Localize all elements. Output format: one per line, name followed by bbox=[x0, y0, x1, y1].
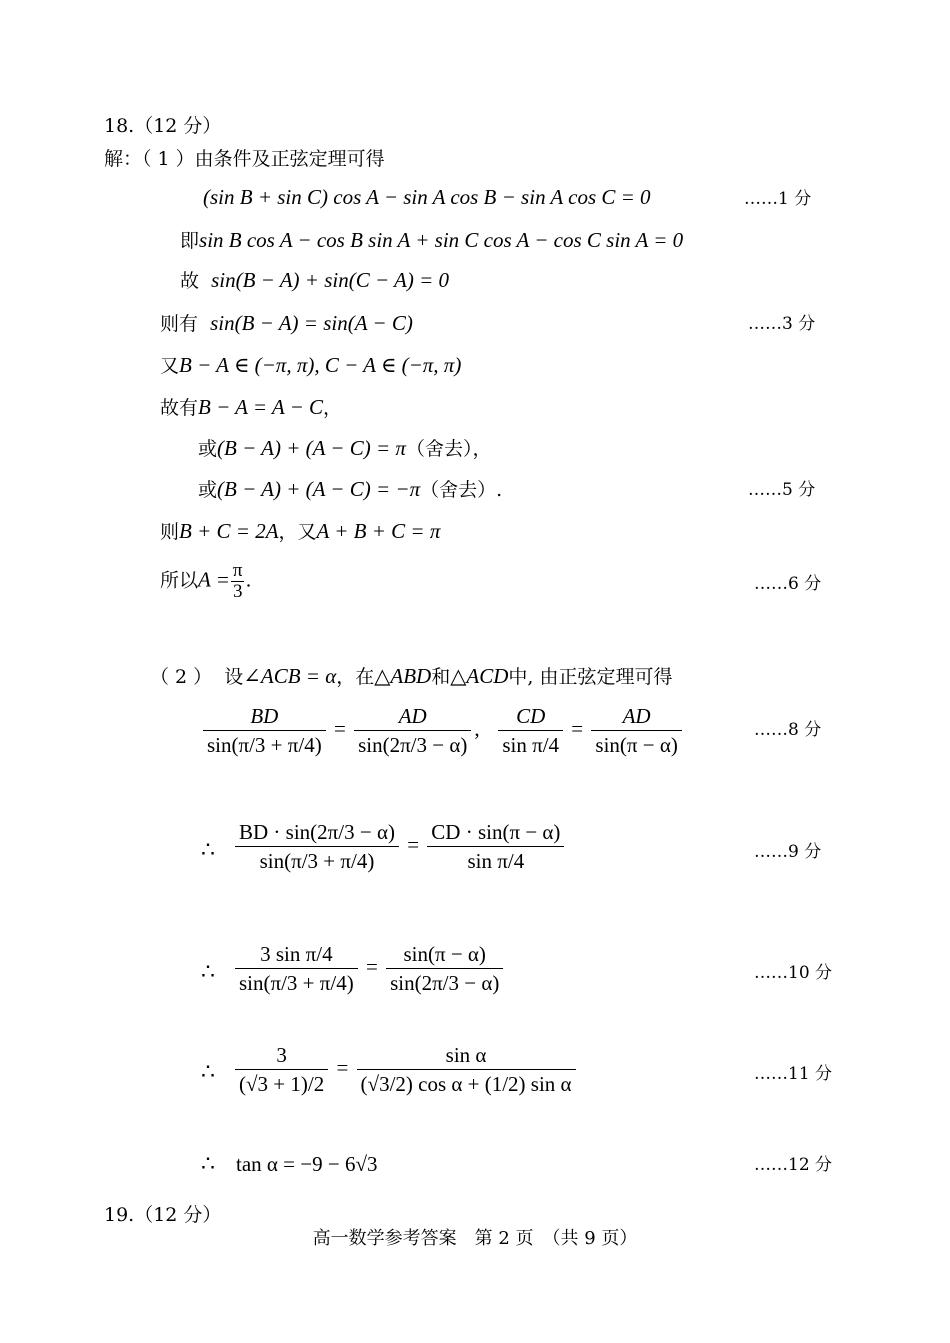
fraction-denominator: (√3 + 1)/2 bbox=[239, 1072, 325, 1096]
fraction-rhs bbox=[357, 1043, 576, 1096]
fraction-denominator: sin(2π/3 − α) bbox=[390, 971, 500, 995]
fraction-cd bbox=[498, 704, 563, 757]
question-header: 18.（12 分） bbox=[104, 115, 222, 137]
equation-5-body: B − A ∈ (−π, π), C − A ∈ (−π, π) bbox=[179, 353, 462, 377]
fraction-numerator: sin α bbox=[357, 1043, 576, 1070]
part-2-intro bbox=[150, 664, 673, 689]
equation-9 bbox=[160, 519, 440, 544]
fraction-denominator: sin(π − α) bbox=[595, 733, 678, 757]
equation-7 bbox=[198, 436, 491, 461]
fraction-numerator: π bbox=[232, 560, 243, 581]
equation-6 bbox=[160, 395, 342, 420]
equation-10-fraction bbox=[231, 561, 245, 602]
equation-1: (sin B + sin C) cos A − sin A cos B − sin A cos C = 0 bbox=[203, 185, 651, 209]
fraction-numerator: sin(π − α) bbox=[386, 942, 503, 969]
fraction-denominator: sin(π/3 + π/4) bbox=[259, 849, 375, 873]
part-2-label: （ 2 ） bbox=[150, 666, 213, 688]
equation-11-proportion: $\frac{3}{(√3 + 1)/2}$ = $\frac{\text{sin α}}{\text{(√3/2) cos α + (1/2) sin α}}$ bbox=[232, 1043, 579, 1096]
equation-8-prefix: 或 bbox=[198, 479, 218, 501]
score-8: ……8 分 bbox=[754, 720, 822, 740]
fraction-lhs bbox=[235, 1043, 328, 1096]
equation-8-body: (B − A) + (A − C) = −π bbox=[217, 477, 421, 501]
fraction-numerator: 3 bbox=[235, 1043, 328, 1070]
part-2-text-1: 设 bbox=[224, 666, 244, 688]
equation-2-prefix: 即 bbox=[180, 230, 200, 252]
equation-8 bbox=[198, 477, 502, 502]
equation-6-prefix: 故有 bbox=[160, 397, 199, 419]
fraction-denominator: 3 bbox=[232, 581, 243, 602]
equation-7-prefix: 或 bbox=[198, 438, 218, 460]
page-footer: 高一数学参考答案 第 2 页 （共 9 页） bbox=[312, 1228, 638, 1249]
part-2-triangle-abd: △ABD bbox=[374, 664, 432, 688]
equation-8-suffix: （舍去）. bbox=[420, 479, 503, 501]
equation-10-suffix: . bbox=[245, 569, 252, 592]
part-2-text-4: 中, 由正弦定理可得 bbox=[508, 666, 673, 688]
score-3: ……3 分 bbox=[748, 314, 816, 334]
equation-10 bbox=[160, 561, 252, 602]
fraction-denominator: sin π/4 bbox=[502, 733, 560, 757]
equation-6-body: B − A = A − C bbox=[198, 395, 324, 419]
score-10: ……10 分 bbox=[754, 963, 833, 983]
solution-intro: 解：（ 1 ）由条件及正弦定理可得 bbox=[104, 148, 385, 170]
equation-3-prefix: 故 bbox=[180, 270, 200, 292]
equation-12-result: tan α = −9 − 6√3 bbox=[236, 1152, 378, 1176]
fraction-denominator: sin π/4 bbox=[467, 849, 525, 873]
equation-9a: B + C = 2A bbox=[179, 519, 279, 543]
score-9: ……9 分 bbox=[754, 842, 822, 862]
equation-10-prefix: 所以 bbox=[160, 569, 199, 592]
part-2-triangle-acd: △ACD bbox=[450, 664, 509, 688]
part-2-text-2: ，在 bbox=[336, 666, 375, 688]
fraction-ad-1 bbox=[354, 704, 471, 757]
score-12: ……12 分 bbox=[754, 1155, 833, 1175]
fraction-denominator: sin(π/3 + π/4) bbox=[239, 971, 354, 995]
fraction-numerator: AD bbox=[591, 704, 681, 731]
equation-7-body: (B − A) + (A − C) = π bbox=[217, 436, 406, 460]
fraction-numerator: BD · sin(2π/3 − α) bbox=[235, 820, 399, 847]
fraction-numerator: BD bbox=[203, 704, 326, 731]
score-6: ……6 分 bbox=[754, 574, 822, 594]
therefore-symbol: ∴ bbox=[201, 1152, 215, 1177]
equation-4 bbox=[160, 311, 413, 336]
equation-5 bbox=[160, 353, 461, 378]
equation-6-suffix: ， bbox=[323, 397, 343, 419]
equation-9-proportion: $\frac{BD \cdot \sin(2\pi/3 - \alpha)}{\sin(\pi/3 + \pi/4)}$ = $\frac{CD \cdot \sin(\pi - \alpha)}{\text{sin π/4}}$ bbox=[232, 820, 567, 873]
equation-2-body: sin B cos A − cos B sin A + sin C cos A − cos C sin A = 0 bbox=[199, 228, 684, 252]
equation-9-mid: ，又 bbox=[278, 521, 317, 543]
equation-4-body: sin(B − A) = sin(A − C) bbox=[210, 311, 413, 335]
score-11: ……11 分 bbox=[754, 1064, 833, 1084]
fraction-lhs bbox=[235, 942, 358, 995]
score-1: ……1 分 bbox=[744, 189, 812, 209]
equation-9b: A + B + C = π bbox=[316, 519, 441, 543]
part-2-text-3: 和 bbox=[431, 666, 451, 688]
equation-10-proportion: $\frac{\text{3 sin π/4}}{\sin(\pi/3 + \pi/4)}$ = $\frac{\sin(\pi - \alpha)}{\sin(2\pi/3 - \alpha)}$ bbox=[232, 942, 506, 995]
fraction-numerator: 3 sin π/4 bbox=[235, 942, 358, 969]
fraction-ad-2 bbox=[591, 704, 681, 757]
equation-9-prefix: 则 bbox=[160, 521, 180, 543]
fraction-bd bbox=[203, 704, 326, 757]
fraction-denominator: sin(2π/3 − α) bbox=[358, 733, 468, 757]
equation-2 bbox=[180, 228, 683, 253]
fraction-denominator: (√3/2) cos α + (1/2) sin α bbox=[360, 1072, 572, 1096]
equation-sine-law: $\frac{BD}{\sin(\pi/3 + \pi/4)}$ = $\frac{AD}{\sin(2\pi/3 - \alpha)}$ , $\frac{CD}{\text{sin π/4}}$ = $\frac{AD}{\sin(\pi - \alpha)}$ bbox=[200, 704, 685, 757]
fraction-numerator: CD bbox=[498, 704, 563, 731]
fraction-numerator: CD · sin(π − α) bbox=[427, 820, 564, 847]
equation-7-suffix: （舍去）， bbox=[405, 438, 492, 460]
equation-3 bbox=[180, 268, 449, 293]
question-19-header: 19.（12 分） bbox=[104, 1204, 222, 1226]
therefore-symbol: ∴ bbox=[201, 838, 215, 863]
equation-10-lhs: A = bbox=[198, 567, 230, 592]
part-2-angle: ∠ACB = α bbox=[243, 664, 337, 688]
equation-4-prefix: 则有 bbox=[160, 313, 199, 335]
fraction-rhs bbox=[386, 942, 503, 995]
fraction-denominator: sin(π/3 + π/4) bbox=[207, 733, 322, 757]
equation-3-body: sin(B − A) + sin(C − A) = 0 bbox=[211, 268, 450, 292]
therefore-symbol: ∴ bbox=[201, 1060, 215, 1085]
fraction-rhs bbox=[427, 820, 564, 873]
fraction-lhs bbox=[235, 820, 399, 873]
therefore-symbol: ∴ bbox=[201, 960, 215, 985]
fraction-numerator: AD bbox=[354, 704, 471, 731]
score-5: ……5 分 bbox=[748, 480, 816, 500]
equation-5-prefix: 又 bbox=[160, 355, 180, 377]
